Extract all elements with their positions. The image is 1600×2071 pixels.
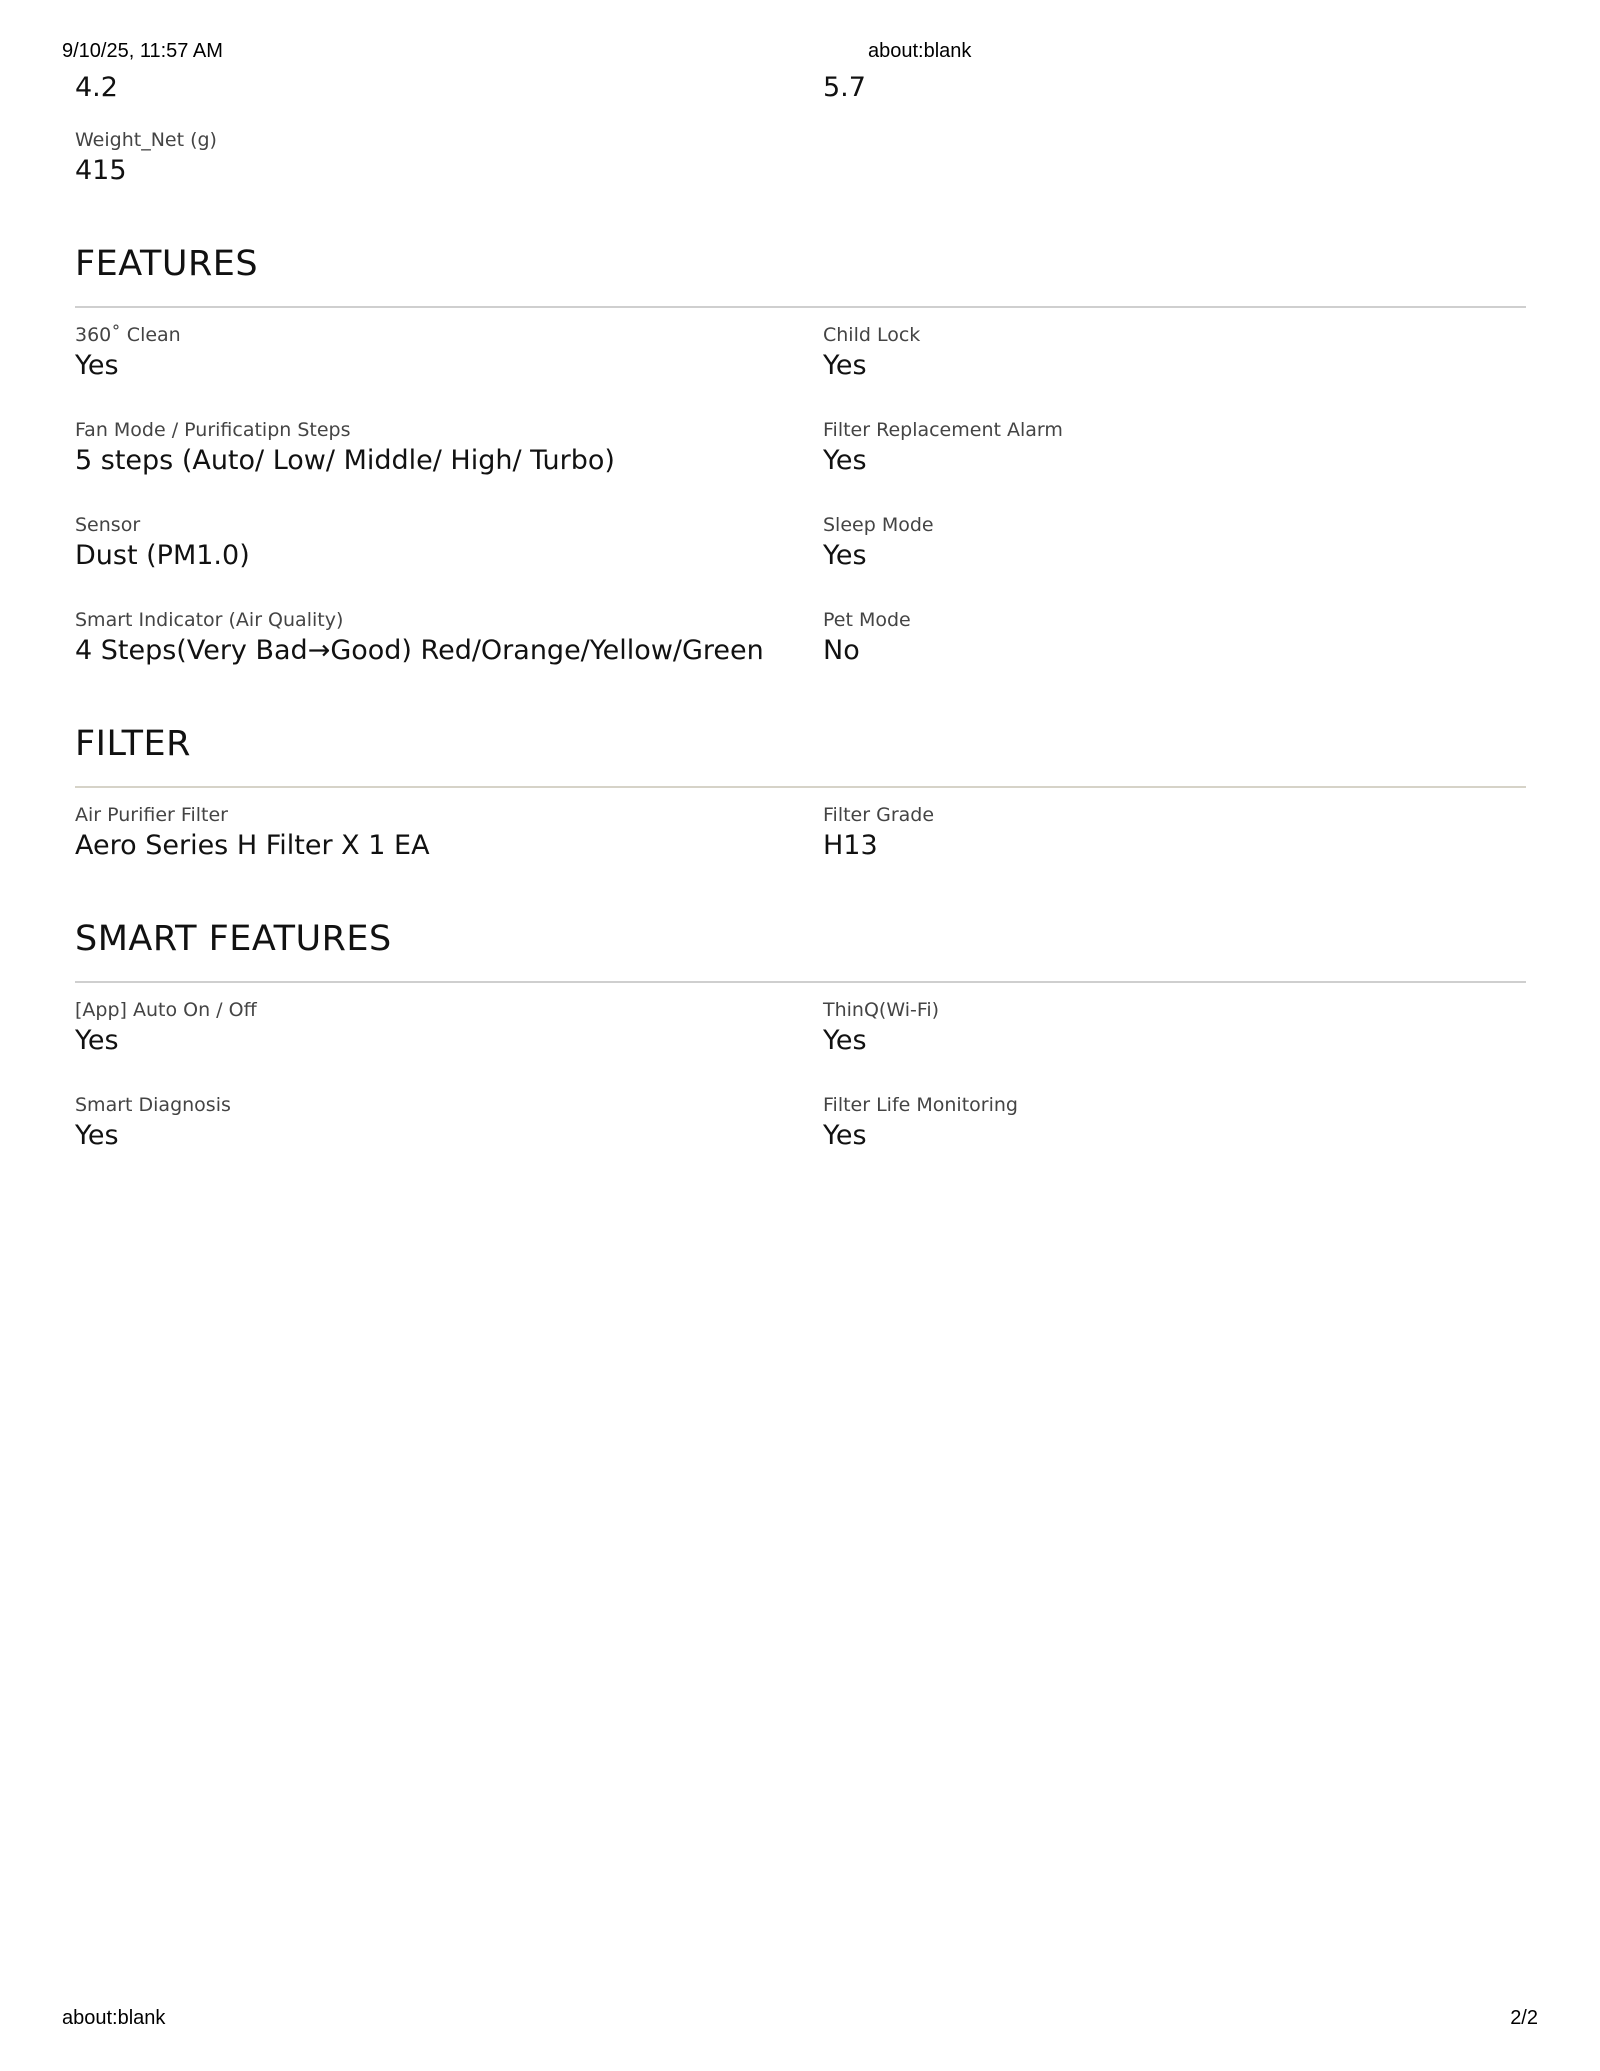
spec-item <box>823 802 1526 897</box>
spec-row <box>75 512 1526 607</box>
spec-value: 4 Steps(Very Bad→Good) Red/Orange/Yellow/Green <box>75 635 764 666</box>
spec-item <box>823 322 1526 417</box>
spec-value: Yes <box>75 350 119 381</box>
spec-row <box>75 417 1526 512</box>
spec-value: H13 <box>823 830 878 861</box>
spec-item <box>75 802 823 897</box>
spec-value: No <box>823 635 860 666</box>
spec-value: Yes <box>823 1120 867 1151</box>
section-title: FEATURES <box>75 244 259 284</box>
spec-row <box>75 607 1526 702</box>
spec-label: Air Purifier Filter <box>75 804 228 826</box>
spec-label: Filter Life Monitoring <box>823 1094 1018 1116</box>
section-title: SMART FEATURES <box>75 919 392 959</box>
spec-item <box>823 512 1526 607</box>
spec-label: Smart Indicator (Air Quality) <box>75 609 344 631</box>
spec-item <box>823 997 1526 1092</box>
spec-content <box>75 70 1526 1187</box>
spec-value: 5 steps (Auto/ Low/ Middle/ High/ Turbo) <box>75 445 615 476</box>
section-divider <box>75 981 1526 983</box>
section-divider <box>75 786 1526 788</box>
spec-value: Dust (PM1.0) <box>75 540 250 571</box>
spec-item <box>75 417 823 512</box>
spec-label: Pet Mode <box>823 609 911 631</box>
spec-item <box>75 997 823 1092</box>
spec-value: Yes <box>823 350 867 381</box>
print-footer <box>0 2007 1600 2033</box>
spec-value: Yes <box>75 1025 119 1056</box>
spec-value: Yes <box>823 540 867 571</box>
spec-row <box>75 322 1526 417</box>
spec-label: Child Lock <box>823 324 921 346</box>
spec-row <box>75 802 1526 897</box>
spec-label: Fan Mode / Purificatipn Steps <box>75 419 351 441</box>
spec-item <box>75 322 823 417</box>
spec-value: 5.7 <box>823 72 866 103</box>
print-datetime: 9/10/25, 11:57 AM <box>62 40 223 62</box>
spec-label: Smart Diagnosis <box>75 1094 231 1116</box>
spec-item <box>75 512 823 607</box>
section-filter <box>75 722 1526 897</box>
spec-label: Sleep Mode <box>823 514 934 536</box>
section-smart-features <box>75 917 1526 1187</box>
spec-item <box>823 607 1526 702</box>
spec-value: Yes <box>823 1025 867 1056</box>
section-divider <box>75 306 1526 308</box>
print-page-number: 2/2 <box>1510 2007 1538 2029</box>
print-footer-url: about:blank <box>62 2007 166 2029</box>
spec-item <box>823 417 1526 512</box>
spec-value: Yes <box>75 1120 119 1151</box>
spec-row <box>75 127 1526 222</box>
section-title: FILTER <box>75 724 191 764</box>
spec-item <box>823 1092 1526 1187</box>
spec-label: Sensor <box>75 514 141 536</box>
spec-label: Filter Grade <box>823 804 935 826</box>
spec-label: Weight_Net (g) <box>75 129 217 151</box>
spec-row <box>75 997 1526 1092</box>
spec-item-weight <box>75 127 823 222</box>
print-page-title: about:blank <box>868 40 972 62</box>
spec-value: 4.2 <box>75 72 118 103</box>
spec-label: 360˚ Clean <box>75 324 181 346</box>
spec-row-continued <box>75 70 1526 127</box>
print-header <box>0 40 1600 66</box>
section-features <box>75 242 1526 702</box>
spec-label: Filter Replacement Alarm <box>823 419 1063 441</box>
spec-row <box>75 1092 1526 1187</box>
spec-label: ThinQ(Wi-Fi) <box>823 999 940 1021</box>
spec-label: [App] Auto On / Off <box>75 999 257 1021</box>
spec-value: Aero Series H Filter X 1 EA <box>75 830 430 861</box>
spec-value: 415 <box>75 155 127 186</box>
spec-item <box>75 607 823 702</box>
spec-value: Yes <box>823 445 867 476</box>
spec-item <box>75 1092 823 1187</box>
